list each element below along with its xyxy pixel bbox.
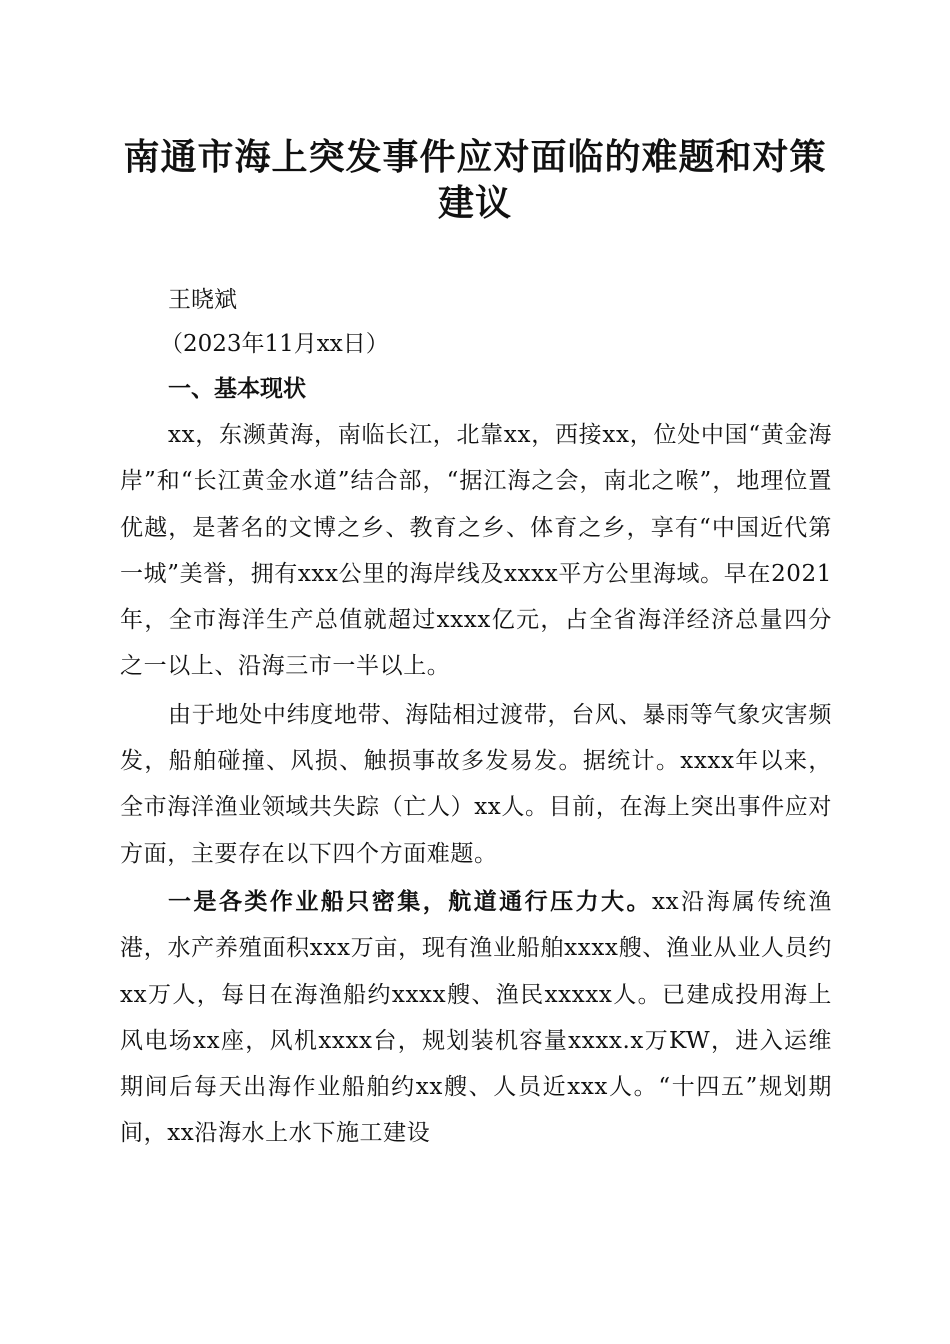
point-one-text: xx沿海属传统渔港，水产养殖面积xxx万亩，现有渔业船舶xxxx艘、渔业从业人员约xx万人，每日在海渔船约xxxx艘、渔民xxxxx人。已建成投用海上风电场xx座，风机xxxx台，规划装机容量xxxx.x万KW，进入运维期间后每天出海作业船舶约xx艘、人员近xxx人。“十四五”规划期间，xx沿海水上水下施工建设 [120, 888, 833, 1147]
section-heading: 一、基本现状 [168, 375, 306, 402]
author-name: 王晓斌 [168, 287, 237, 313]
paragraph-overview: xx，东濒黄海，南临长江，北靠xx，西接xx，位处中国“黄金海岸”和“长江黄金水道”结合部，“据江海之会，南北之喉”，地理位置优越，是著名的文博之乡、教育之乡、体育之乡，享有“中国近代第一城”美誉，拥有xxx公里的海岸线及xxxx平方公里海域。早在2021年，全市海洋生产总值就超过xxxx亿元，占全省海洋经济总量四分之一以上、沿海三市一半以上。 [120, 422, 832, 680]
paragraph-hazards: 由于地处中纬度地带、海陆相过渡带，台风、暴雨等气象灾害频发，船舶碰撞、风损、触损事故多发易发。据统计。xxxx年以来，全市海洋渔业领域共失踪（亡人）xx人。目前，在海上突出事件应对方面，主要存在以下四个方面难题。 [120, 701, 832, 867]
document-title: 南通市海上突发事件应对面临的难题和对策建议 [123, 136, 827, 224]
paragraph-point-one [120, 879, 832, 1157]
document-body [120, 278, 832, 1157]
document-date: （2023年11月xx日） [160, 331, 389, 357]
point-one-lead: 一是各类作业船只密集，航道通行压力大。 [168, 887, 653, 915]
